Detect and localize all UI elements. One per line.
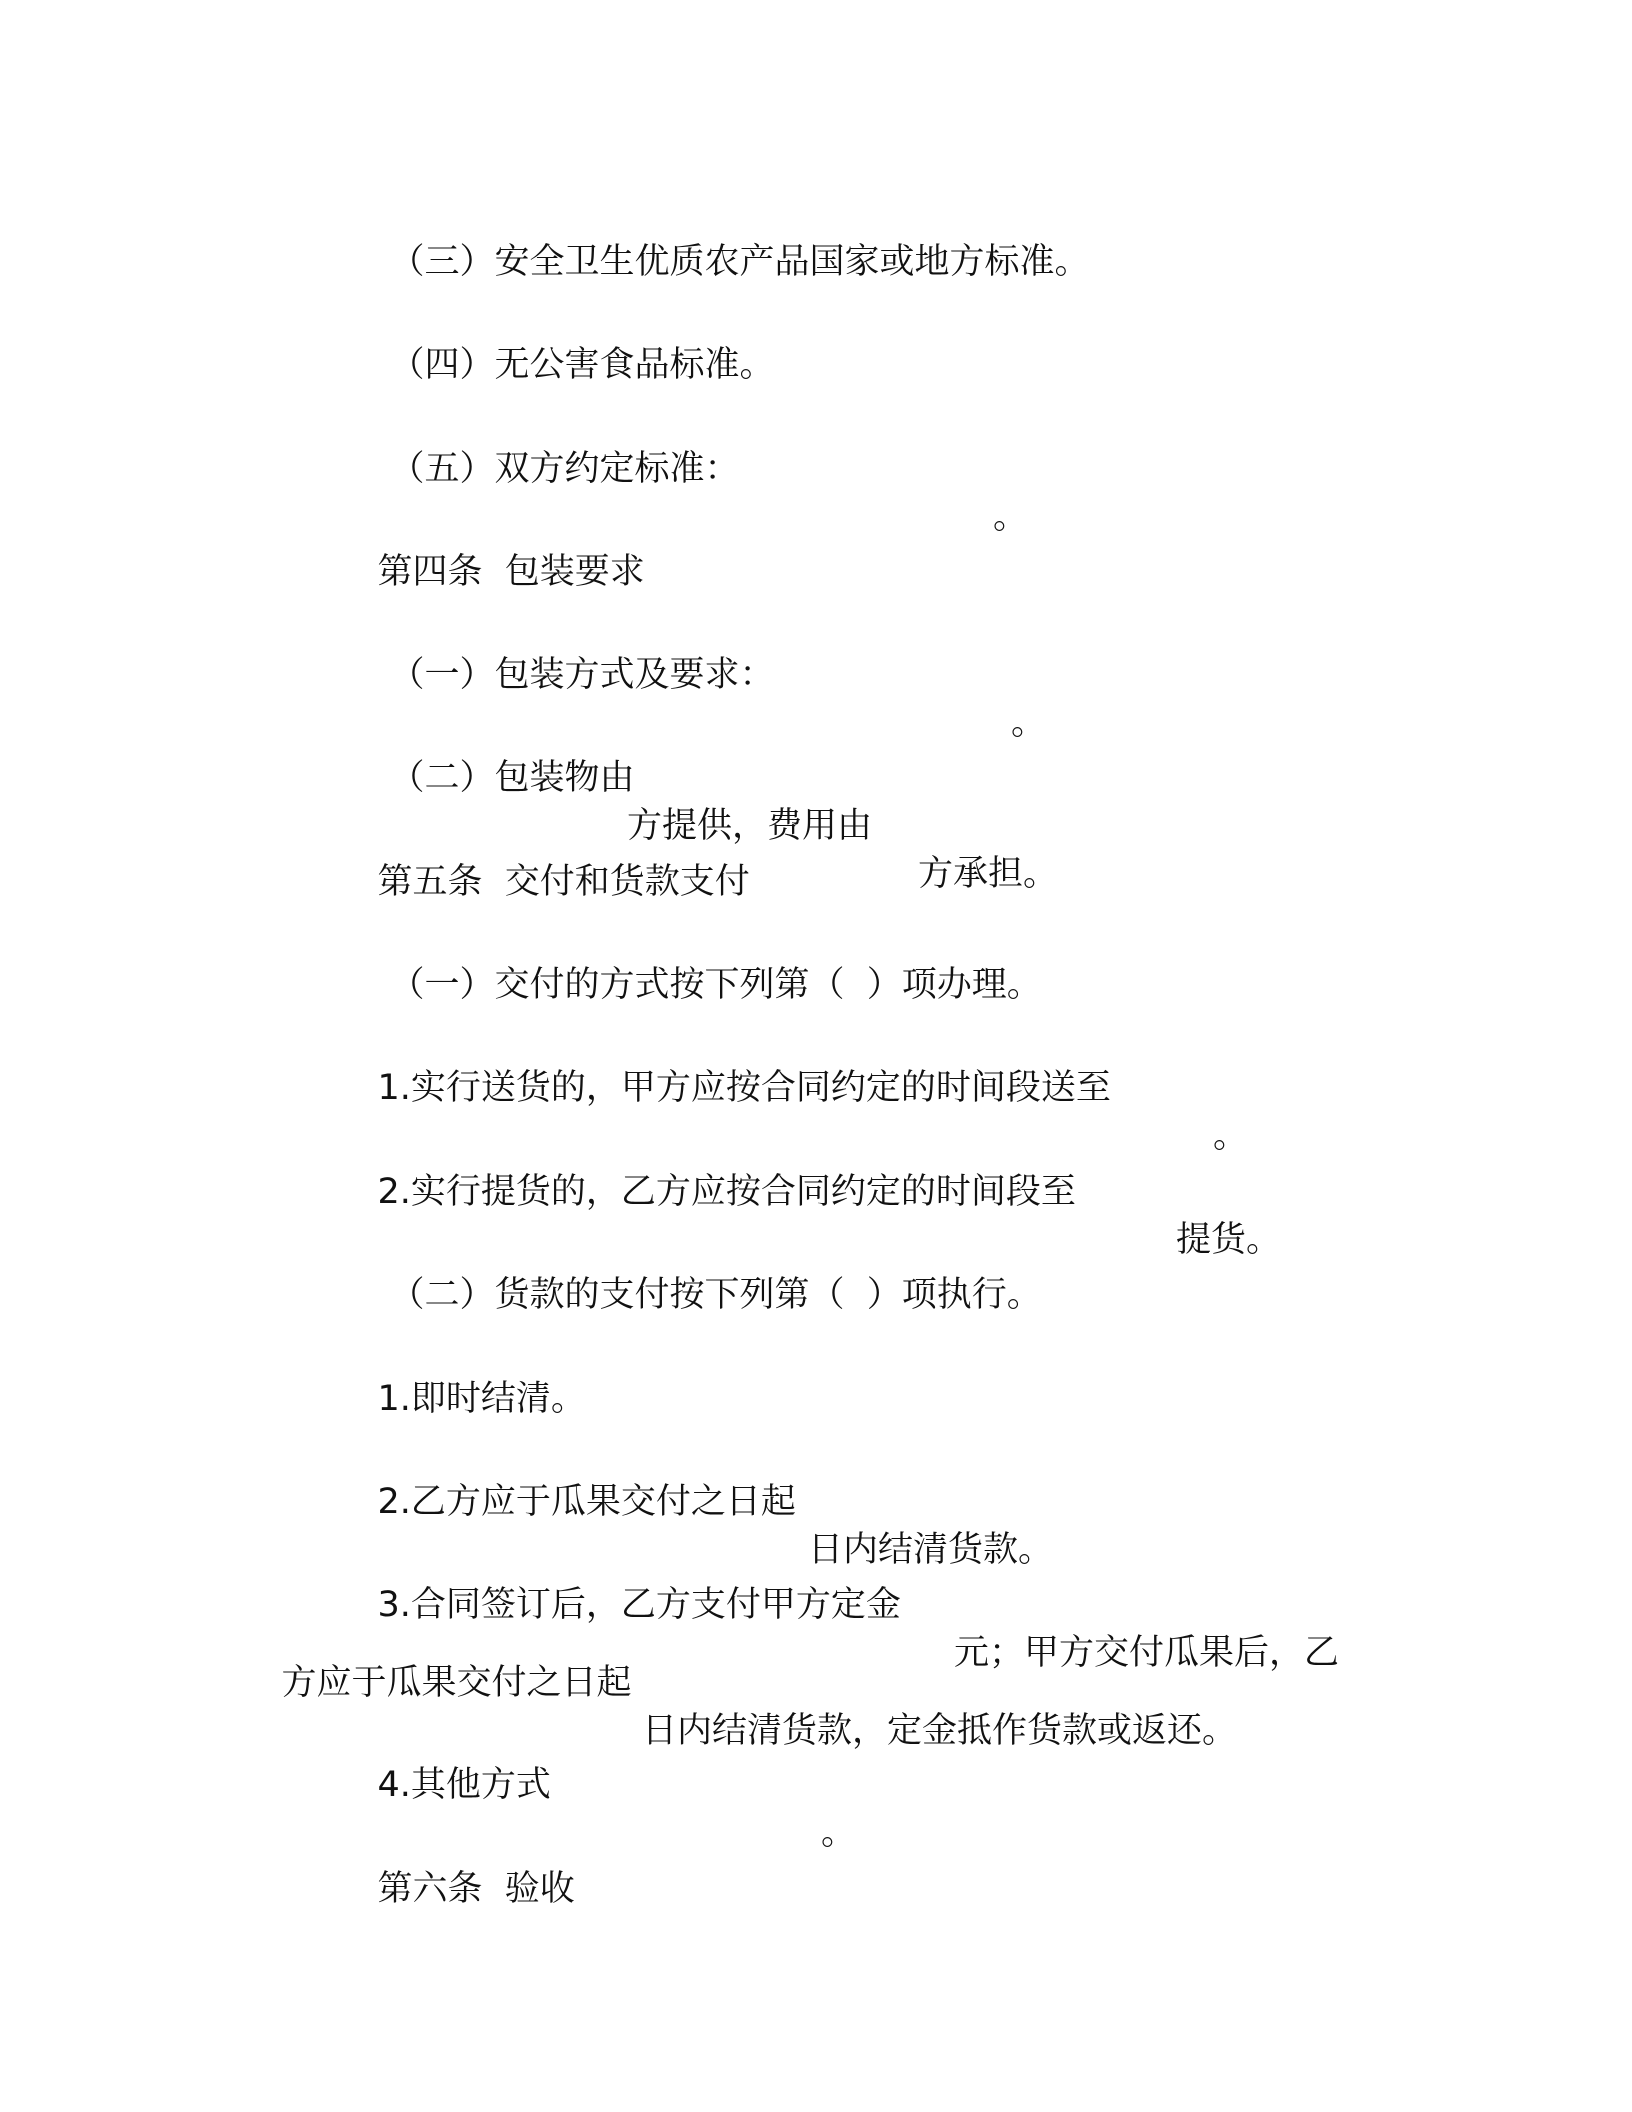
article-title: 第六条 验收 <box>377 1869 575 1909</box>
article-title: 第四条 包装要求 <box>377 552 645 592</box>
clause-period: 。 <box>993 497 1029 537</box>
clause-text: 方应于瓜果交付之日起 <box>281 1663 632 1703</box>
clause-text: 1.实行送货的，甲方应按合同约定的时间段送至 <box>377 1068 1111 1108</box>
clause-text: （二）货款的支付按下列第（ ）项执行。 <box>389 1275 1042 1315</box>
clause-period: 。 <box>1011 703 1047 743</box>
clause-text: （二）包装物由 <box>389 758 635 798</box>
article-title: 第五条 交付和货款支付 <box>377 862 750 902</box>
clause-text: 1.即时结清。 <box>377 1379 586 1419</box>
clause-period: 。 <box>821 1813 857 1853</box>
clause-text: 日内结清货款。 <box>808 1530 1054 1570</box>
clause-text: （一）交付的方式按下列第（ ）项办理。 <box>389 965 1042 1005</box>
clause-text: 日内结清货款，定金抵作货款或返还。 <box>642 1711 1238 1751</box>
article-6-heading <box>333 1817 575 1961</box>
clause-text: 4.其他方式 <box>377 1765 551 1805</box>
clause-text: 方承担。 <box>918 854 1059 894</box>
clause-text: 提货。 <box>1176 1220 1282 1260</box>
clause-text: 2.实行提货的，乙方应按合同约定的时间段至 <box>377 1172 1076 1212</box>
clause-text: （一）包装方式及要求： <box>389 655 775 695</box>
clause-text: （三）安全卫生优质农产品国家或地方标准。 <box>389 242 1090 282</box>
clause-period: 。 <box>1213 1116 1249 1156</box>
clause-text: 3.合同签订后，乙方支付甲方定金 <box>377 1585 901 1625</box>
clause-text: 方提供，费用由 <box>627 806 873 846</box>
clause-text: （五）双方约定标准： <box>389 449 740 489</box>
clause-text: （四）无公害食品标准。 <box>389 345 775 385</box>
clause-text: 元；甲方交付瓜果后，乙 <box>954 1633 1340 1673</box>
clause-text: 2.乙方应于瓜果交付之日起 <box>377 1482 796 1522</box>
